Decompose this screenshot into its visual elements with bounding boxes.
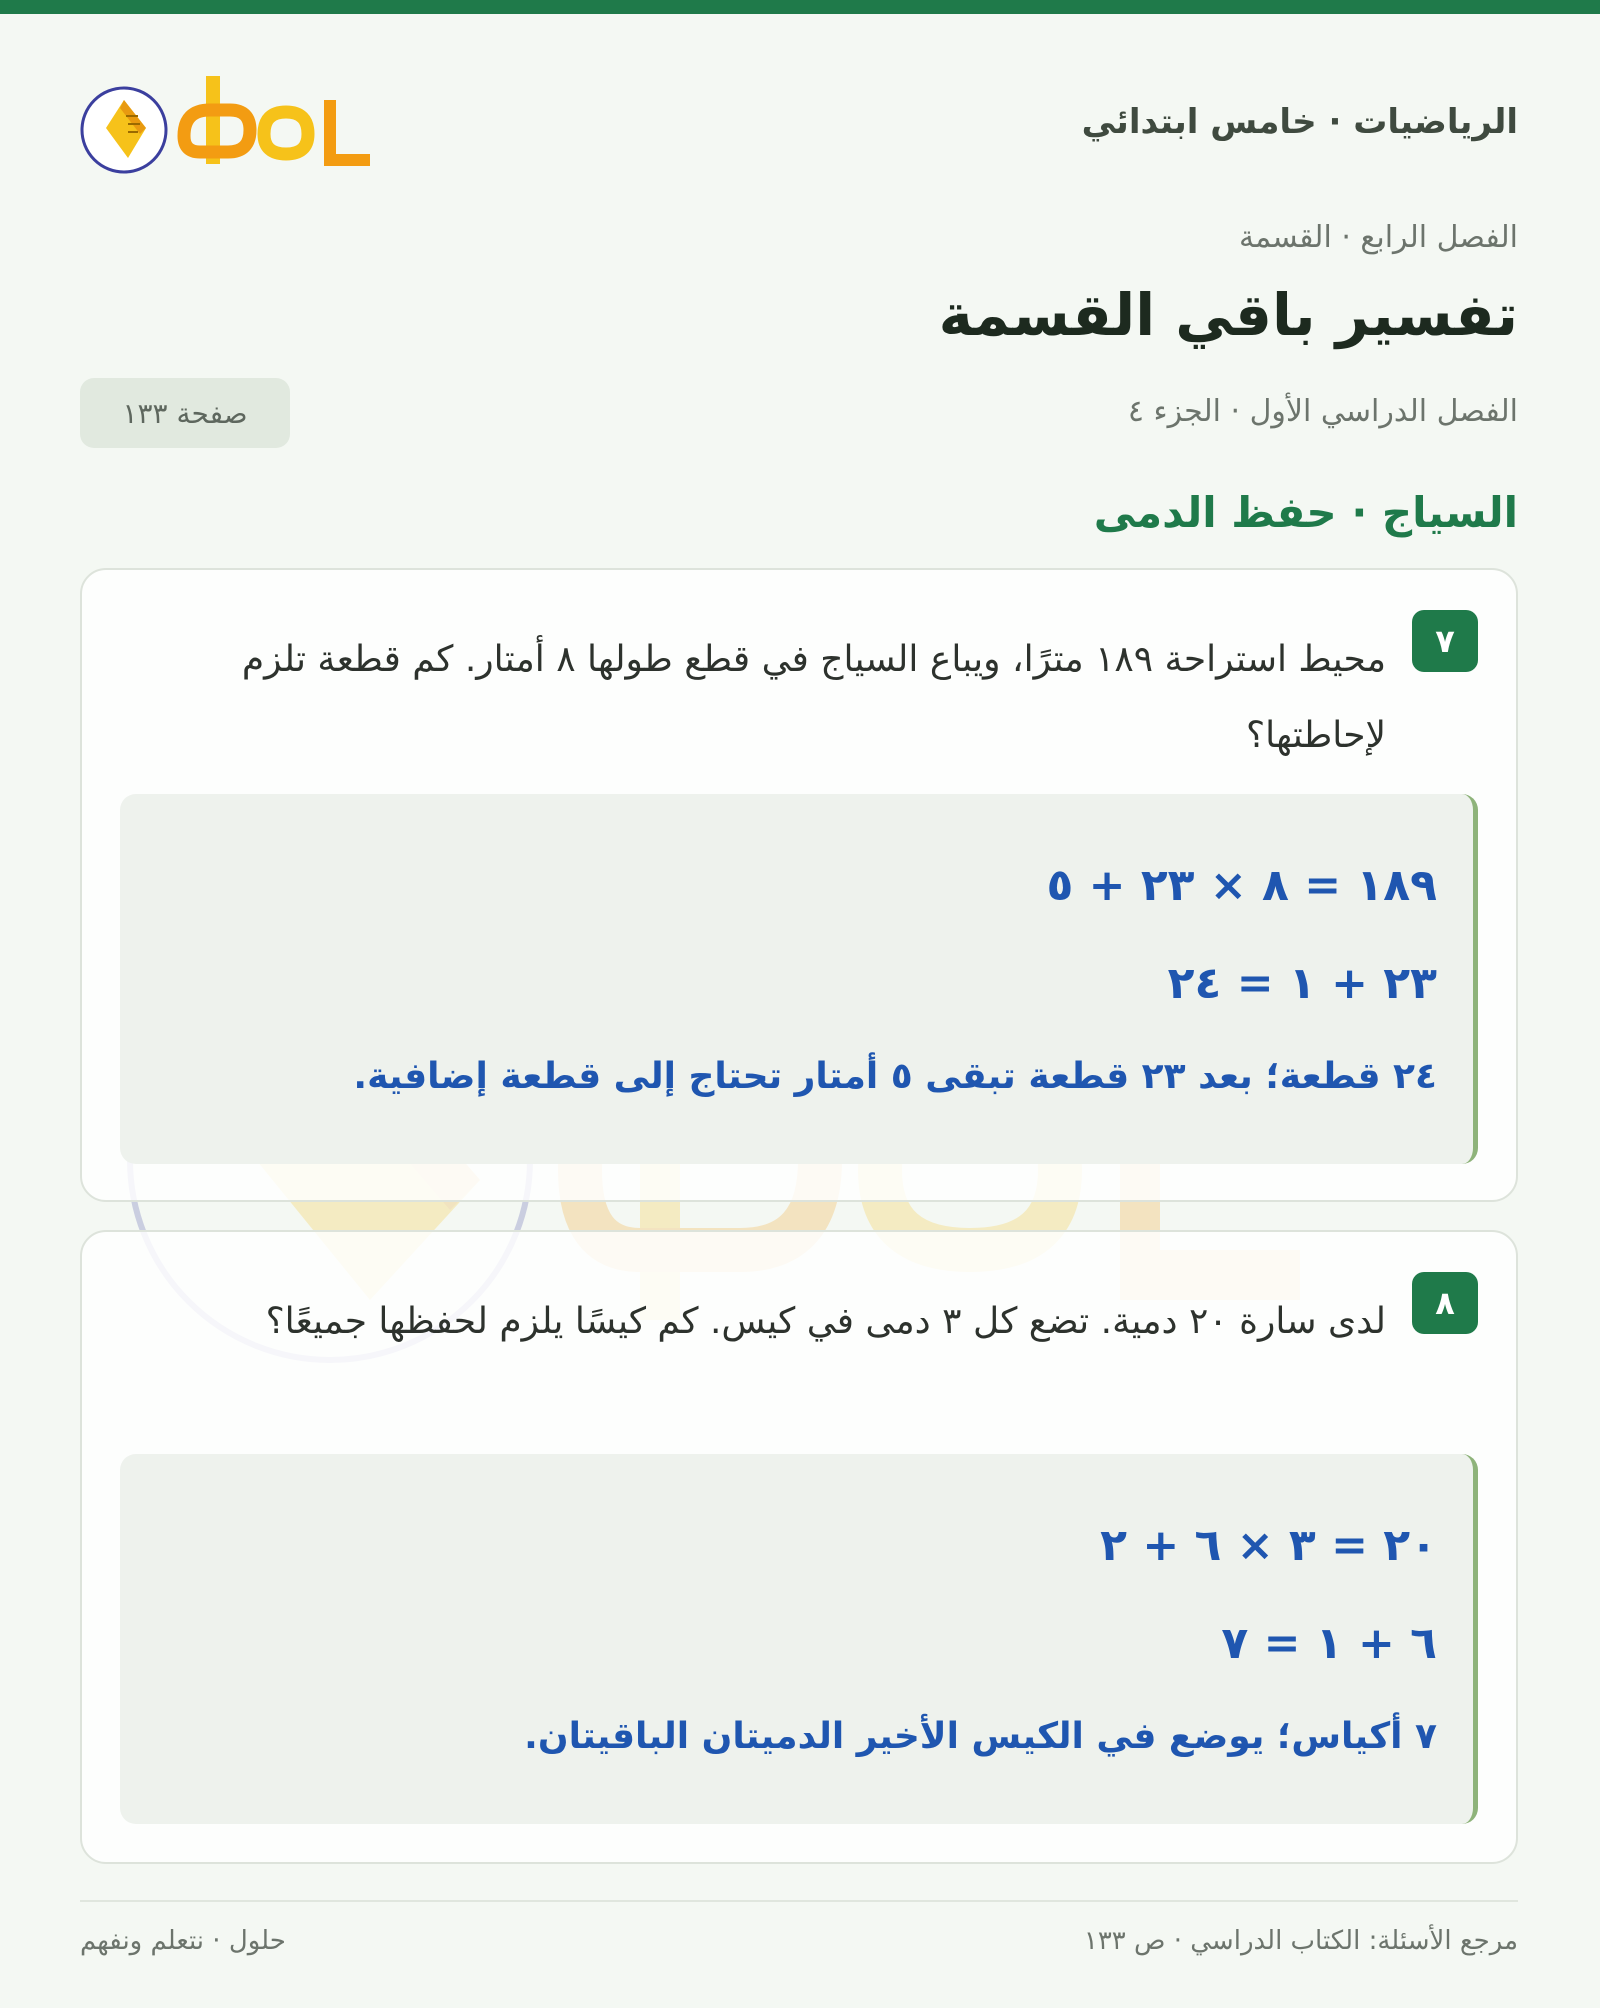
question-card (80, 1230, 1518, 1864)
page-title: تفسير باقي القسمة (938, 281, 1518, 349)
footer-divider (80, 1900, 1518, 1902)
equation-line: ٦ + ١ = ٧ (1221, 1618, 1437, 1669)
chapter-label: الفصل الرابع · القسمة (1238, 220, 1518, 255)
page-number-badge: صفحة ١٣٣ (80, 378, 290, 448)
question-text: لدى سارة ٢٠ دمية. تضع كل ٣ دمى في كيس. كم كيسًا يلزم لحفظها جميعًا؟ (265, 1301, 1386, 1342)
footer-reference: مرجع الأسئلة: الكتاب الدراسي · ص ١٣٣ (1083, 1926, 1518, 1956)
logo-icon (80, 60, 380, 190)
subject-label: الرياضيات · خامس ابتدائي (1081, 102, 1518, 142)
equation-line: ٢٣ + ١ = ٢٤ (1167, 958, 1437, 1009)
equation-line: ١٨٩ = ٨ × ٢٣ + ٥ (1046, 860, 1437, 911)
lesson-heading (939, 220, 1518, 349)
footer-tagline: حلول · نتعلم ونفهم (80, 1926, 286, 1956)
answer-conclusion: ٢٤ قطعة؛ بعد ٢٣ قطعة تبقى ٥ أمتار تحتاج إلى قطعة إضافية. (353, 1056, 1437, 1097)
question-number-badge: ٧ (1412, 610, 1478, 672)
answer-box (120, 794, 1478, 1164)
page-header (80, 60, 1518, 190)
term-label: الفصل الدراسي الأول · الجزء ٤ (1127, 394, 1518, 429)
top-accent-bar (0, 0, 1600, 14)
question-text: محيط استراحة ١٨٩ مترًا، ويباع السياج في قطع طولها ٨ أمتار. كم قطعة تلزم لإحاطتها؟ (241, 639, 1386, 756)
section-title: السياج · حفظ الدمى (1093, 488, 1518, 537)
answer-box (120, 1454, 1478, 1824)
question-number-badge: ٨ (1412, 1272, 1478, 1334)
site-logo[interactable] (80, 60, 380, 190)
equation-line: ٢٠ = ٣ × ٦ + ٢ (1100, 1520, 1437, 1571)
question-card (80, 568, 1518, 1202)
answer-conclusion: ٧ أكياس؛ يوضع في الكيس الأخير الدميتان الباقيتان. (524, 1716, 1437, 1757)
